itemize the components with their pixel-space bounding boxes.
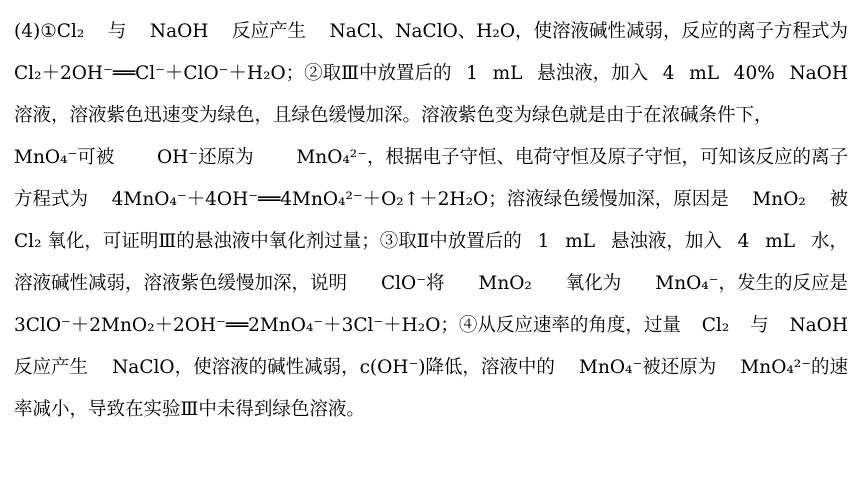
text-segment: MnO₂ xyxy=(478,273,532,294)
text-segment: 与 xyxy=(107,21,127,42)
text-line xyxy=(14,311,848,341)
text-segment: 水， xyxy=(810,231,848,252)
text-segment: 与 xyxy=(750,315,769,336)
text-line xyxy=(14,395,848,425)
text-segment: mL xyxy=(689,63,720,84)
text-segment: (4)①Cl₂ xyxy=(14,21,85,42)
text-segment: 溶液碱性减弱，溶液紫色缓慢加深，说明 xyxy=(14,273,348,294)
text-segment: Cl₂＋2OH⁻══Cl⁻＋ClO⁻＋H₂O；②取Ⅲ中放置后的 xyxy=(14,63,452,84)
text-segment: 4MnO₄⁻＋4OH⁻══4MnO₄²⁻＋O₂↑＋2H₂O；溶液绿色缓慢加深，原因是 xyxy=(111,189,729,210)
text-line xyxy=(14,353,848,383)
text-segment: 反应产生 xyxy=(14,357,89,378)
text-segment: OH⁻还原为 xyxy=(157,147,254,168)
text-segment: NaOH xyxy=(149,21,209,42)
text-line xyxy=(14,101,848,131)
text-segment: MnO₄²⁻的速 xyxy=(740,357,848,378)
text-segment: 1 xyxy=(537,231,550,252)
text-segment: 悬浊液，加入 xyxy=(610,231,722,252)
text-line xyxy=(14,269,848,299)
text-segment: 1 xyxy=(466,63,478,84)
text-segment: 反应产生 xyxy=(231,21,306,42)
text-segment: 被 xyxy=(829,189,848,210)
text-segment: 4 xyxy=(662,63,675,84)
text-line xyxy=(14,143,848,173)
text-segment: MnO₂ xyxy=(752,189,806,210)
text-segment: 氧化为 xyxy=(565,273,622,294)
text-segment: mL xyxy=(492,63,523,84)
text-segment: 40% xyxy=(733,63,775,84)
text-segment: ClO⁻将 xyxy=(380,273,445,294)
text-segment: Cl₂ 氧化，可证明Ⅲ的悬浊液中氧化剂过量；③取Ⅱ中放置后的 xyxy=(14,231,522,252)
text-segment: 悬浊液，加入 xyxy=(537,63,649,84)
text-segment: Cl₂ xyxy=(701,315,730,336)
text-segment: mL xyxy=(765,231,796,252)
text-segment: MnO₄⁻，发生的反应是 xyxy=(655,273,848,294)
text-segment: MnO₄⁻可被 xyxy=(14,147,115,168)
text-segment: MnO₄²⁻，根据电子守恒、电荷守恒及原子守恒，可知该反应的离子 xyxy=(296,147,848,168)
text-segment: 方程式为 xyxy=(14,189,89,210)
text-segment: NaCl、NaClO、H₂O，使溶液碱性减弱，反应的离子方程式为 xyxy=(329,21,848,42)
text-segment: 4 xyxy=(737,231,750,252)
text-segment: 3ClO⁻＋2MnO₂＋2OH⁻══2MnO₄⁻＋3Cl⁻＋H₂O；④从反应速率的角度，过量 xyxy=(14,315,681,336)
text-segment: 率减小，导致在实验Ⅲ中未得到绿色溶液。 xyxy=(14,399,365,420)
text-segment: NaOH xyxy=(789,63,848,84)
text-line xyxy=(14,17,848,47)
text-segment: MnO₄⁻被还原为 xyxy=(579,357,717,378)
text-segment: 溶液，溶液紫色迅速变为绿色，且绿色缓慢加深。溶液紫色变为绿色就是由于在浓碱条件下， xyxy=(14,105,773,126)
text-segment: NaOH xyxy=(789,315,848,336)
text-segment: mL xyxy=(565,231,596,252)
text-line xyxy=(14,185,848,215)
text-line xyxy=(14,59,848,89)
text-segment: NaClO，使溶液的碱性减弱，c(OH⁻)降低，溶液中的 xyxy=(112,357,555,378)
text-line xyxy=(14,227,848,257)
